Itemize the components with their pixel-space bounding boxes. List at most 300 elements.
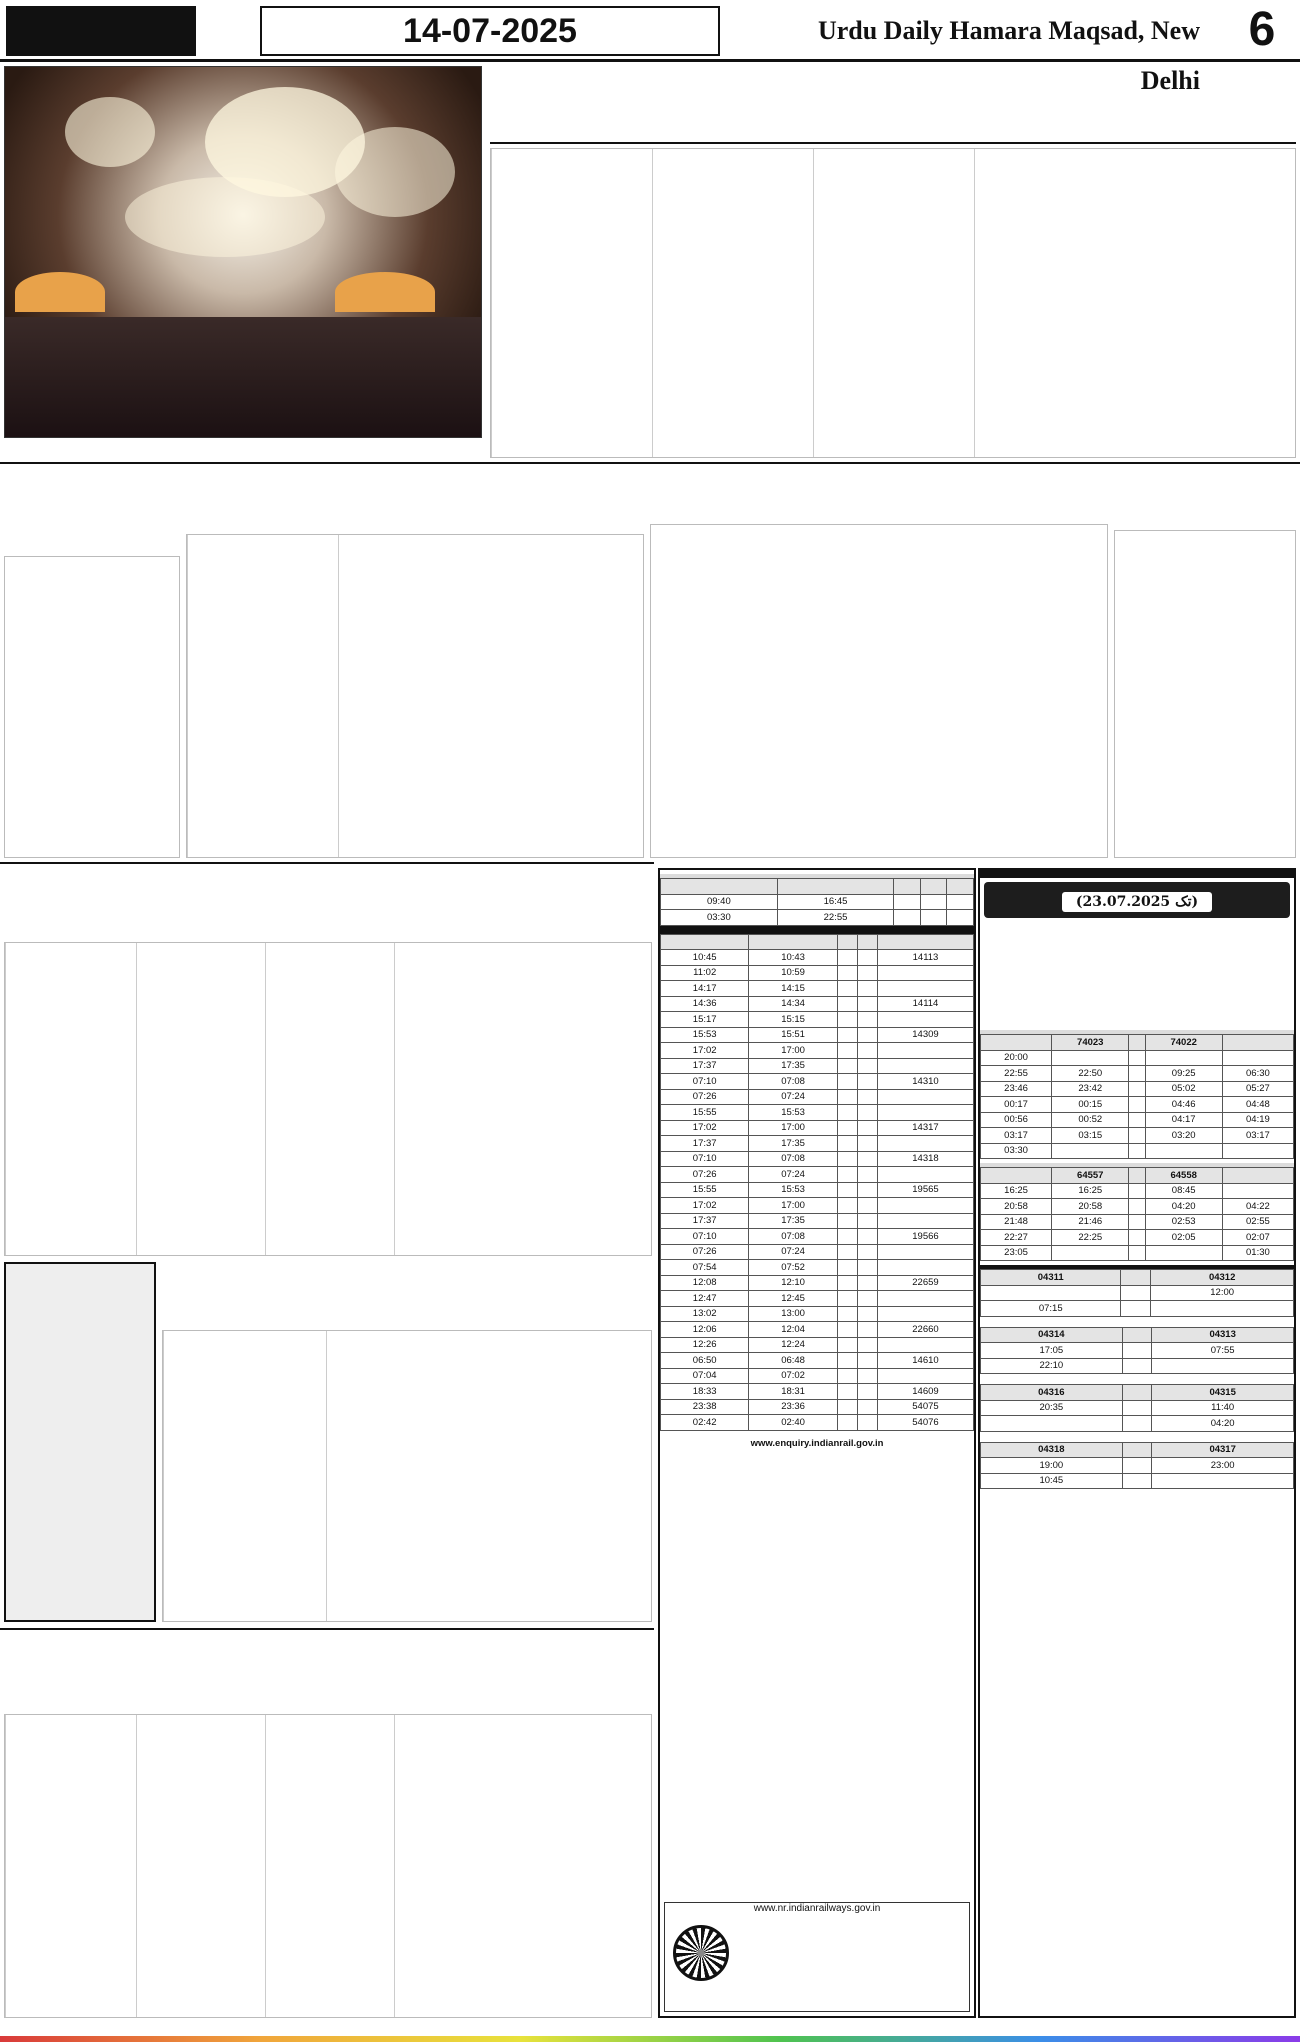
gaza-640-headline (6, 1264, 154, 1272)
table-row (661, 1399, 974, 1415)
table-cell (857, 1368, 877, 1384)
syria-article (4, 1714, 652, 2018)
table-cell: 07:15 (981, 1301, 1121, 1317)
table-cell (857, 1244, 877, 1260)
table-cell: 17:00 (749, 1120, 837, 1136)
table-cell (877, 1043, 973, 1059)
cell: 22:55 (777, 910, 894, 926)
table-row (981, 1245, 1294, 1261)
table-cell: 15:53 (749, 1105, 837, 1121)
table-cell: 15:51 (749, 1027, 837, 1043)
table-cell: 16:25 (981, 1183, 1052, 1199)
table-row (661, 1213, 974, 1229)
table-cell: 22:25 (1052, 1230, 1129, 1246)
table-cell: 13:00 (749, 1306, 837, 1322)
harvard-headline (162, 1262, 652, 1326)
table-cell: 17:37 (661, 1058, 749, 1074)
table-cell (837, 1260, 857, 1276)
lead-article-col-3 (813, 149, 973, 457)
table-cell (837, 1337, 857, 1353)
table-cell: 09:25 (1145, 1066, 1222, 1082)
table-row (661, 1275, 974, 1291)
table-cell: 14310 (877, 1074, 973, 1090)
column-header: 64557 (1052, 1168, 1129, 1184)
table-cell (1145, 1245, 1222, 1261)
table-cell (837, 1012, 857, 1028)
table-cell: 23:05 (981, 1245, 1052, 1261)
table-cell (837, 1182, 857, 1198)
table-cell: 54076 (877, 1415, 973, 1431)
gaza-talks-text (1115, 531, 1295, 857)
table-cell: 07:02 (749, 1368, 837, 1384)
notice-intro (980, 922, 1294, 1030)
sambhal-col-3 (187, 535, 337, 857)
table-cell: 00:15 (1052, 1097, 1129, 1113)
tt-col-4 (877, 934, 973, 950)
table-cell (857, 1275, 877, 1291)
table-cell: 14610 (877, 1353, 973, 1369)
table-cell (857, 1337, 877, 1353)
syria-col-1 (523, 1715, 651, 2017)
table-cell: 18:33 (661, 1384, 749, 1400)
table-row (661, 1105, 974, 1121)
table-row (661, 1043, 974, 1059)
table-cell (837, 1213, 857, 1229)
table-row (661, 996, 974, 1012)
table-cell (1052, 1245, 1129, 1261)
table-cell: 04:48 (1222, 1097, 1293, 1113)
table-cell (837, 1198, 857, 1214)
t413-h4 (947, 879, 974, 895)
harvard-col-1 (489, 1331, 651, 1621)
table-cell: 12:10 (749, 1275, 837, 1291)
table-cell: 07:04 (661, 1368, 749, 1384)
table-cell (877, 981, 973, 997)
syria-col-2 (394, 1715, 522, 2017)
lead-article-col-5 (491, 149, 651, 457)
table-row (661, 1120, 974, 1136)
table-cell: 21:48 (981, 1214, 1052, 1230)
t3-table (980, 1269, 1294, 1317)
table-cell: 20:35 (981, 1400, 1123, 1416)
table-cell (1121, 1285, 1151, 1301)
table-cell: 07:08 (749, 1151, 837, 1167)
table-cell: 10:59 (749, 965, 837, 981)
table-cell (857, 1306, 877, 1322)
table-row (981, 1199, 1294, 1215)
table-cell (877, 1136, 973, 1152)
table-cell: 12:24 (749, 1337, 837, 1353)
table-cell (1151, 1301, 1294, 1317)
cell (920, 910, 947, 926)
table-cell: 04:20 (1152, 1416, 1294, 1432)
table-cell: 04:22 (1222, 1199, 1293, 1215)
table-row (981, 1416, 1294, 1432)
table-cell (1145, 1050, 1222, 1066)
lead-article-col-1 (1135, 149, 1295, 457)
t5-table (980, 1384, 1294, 1432)
table-cell: 06:50 (661, 1353, 749, 1369)
gaza-talks-headline (1114, 468, 1296, 526)
table-cell (1122, 1400, 1152, 1416)
table-cell (837, 1306, 857, 1322)
table-cell: 06:48 (749, 1353, 837, 1369)
table-cell (1129, 1128, 1145, 1144)
table-cell: 15:55 (661, 1182, 749, 1198)
table-cell (857, 1074, 877, 1090)
table-cell (1129, 1183, 1145, 1199)
table-row (661, 1167, 974, 1183)
table-cell: 10:45 (981, 1473, 1123, 1489)
table-cell: 03:20 (1145, 1128, 1222, 1144)
table-cell (857, 1260, 877, 1276)
enquiry-website[interactable]: www.enquiry.indianrail.gov.in (750, 1437, 884, 1449)
table-cell: 13:02 (661, 1306, 749, 1322)
table-cell (837, 996, 857, 1012)
railway-ad-website[interactable]: www.nr.indianrailways.gov.in (753, 1903, 881, 1914)
table-cell (837, 1353, 857, 1369)
column-header: 74022 (1145, 1035, 1222, 1051)
table-cell (857, 1105, 877, 1121)
table-cell: 15:53 (749, 1182, 837, 1198)
gaza-640-text (6, 1272, 154, 1280)
table-cell: 17:02 (661, 1043, 749, 1059)
table-cell: 05:02 (1145, 1081, 1222, 1097)
table-row (661, 1058, 974, 1074)
table-cell: 02:05 (1145, 1230, 1222, 1246)
table-cell (1129, 1066, 1145, 1082)
table-row (661, 1151, 974, 1167)
notice-banner (984, 882, 1290, 918)
table-cell: 12:00 (1151, 1285, 1294, 1301)
column-header (1129, 1035, 1145, 1051)
table-cell: 14609 (877, 1384, 973, 1400)
table-cell (1129, 1214, 1145, 1230)
notice-panel (978, 868, 1296, 2018)
table-cell: 10:45 (661, 950, 749, 966)
table-cell (837, 1167, 857, 1183)
table-cell: 15:15 (749, 1012, 837, 1028)
table-row (981, 1400, 1294, 1416)
table-cell (857, 1415, 877, 1431)
table-cell (837, 1384, 857, 1400)
table-cell (857, 1151, 877, 1167)
table-cell: 08:45 (1145, 1183, 1222, 1199)
column-header: 04311 (981, 1270, 1121, 1286)
table-cell (877, 1058, 973, 1074)
table-cell: 54075 (877, 1399, 973, 1415)
table-cell: 05:27 (1222, 1081, 1293, 1097)
column-header (1122, 1385, 1152, 1401)
sambhal-col-1 (491, 535, 643, 857)
table-cell: 04:19 (1222, 1112, 1293, 1128)
syria-col-3 (265, 1715, 393, 2017)
table-cell (857, 1229, 877, 1245)
cell: 09:40 (661, 894, 778, 910)
table-cell: 22659 (877, 1275, 973, 1291)
table-cell (857, 1027, 877, 1043)
table-cell (837, 1089, 857, 1105)
table-row (661, 950, 974, 966)
table-cell: 01:30 (1222, 1245, 1293, 1261)
table-row (661, 1089, 974, 1105)
table-cell (837, 1415, 857, 1431)
table-cell: 07:26 (661, 1244, 749, 1260)
table-row (981, 1066, 1294, 1082)
table-cell: 02:55 (1222, 1214, 1293, 1230)
t413-h0 (661, 879, 778, 895)
t413-h1 (777, 879, 894, 895)
table-cell (837, 1244, 857, 1260)
sambhal-col-2 (338, 535, 490, 857)
table-cell: 11:02 (661, 965, 749, 981)
table-cell (857, 1012, 877, 1028)
table-row (661, 1384, 974, 1400)
cell (947, 894, 974, 910)
table-cell: 07:26 (661, 1089, 749, 1105)
table-cell (877, 1198, 973, 1214)
cell (894, 894, 921, 910)
table-row (981, 1128, 1294, 1144)
table-cell (877, 1089, 973, 1105)
table-cell: 19565 (877, 1182, 973, 1198)
table-cell: 15:55 (661, 1105, 749, 1121)
table-cell (857, 1089, 877, 1105)
table-cell (1129, 1245, 1145, 1261)
table-cell (1122, 1358, 1152, 1374)
cell (920, 894, 947, 910)
iran-article (4, 556, 180, 858)
column-header: 74023 (1052, 1035, 1129, 1051)
gaza-siege-col-2 (394, 943, 522, 1255)
table-cell: 03:15 (1052, 1128, 1129, 1144)
table-cell: 20:00 (981, 1050, 1052, 1066)
table-cell: 17:35 (749, 1058, 837, 1074)
table-cell: 17:00 (749, 1198, 837, 1214)
table-row (981, 1458, 1294, 1474)
table-cell: 22:10 (981, 1358, 1123, 1374)
table-cell (1129, 1112, 1145, 1128)
train-04413-table (660, 878, 974, 926)
table-cell: 19:00 (981, 1458, 1123, 1474)
column-header (1121, 1270, 1151, 1286)
table-row (981, 1230, 1294, 1246)
table-cell (857, 1058, 877, 1074)
table-cell (877, 1368, 973, 1384)
table-row (981, 1301, 1294, 1317)
table-cell: 15:53 (661, 1027, 749, 1043)
table-cell (837, 950, 857, 966)
masthead (0, 0, 1300, 95)
table-cell: 02:42 (661, 1415, 749, 1431)
russia-ukraine-article (650, 524, 1108, 858)
table-cell (837, 1136, 857, 1152)
t413-h3 (920, 879, 947, 895)
table-cell: 02:53 (1145, 1214, 1222, 1230)
table-cell (857, 1353, 877, 1369)
table-cell (1152, 1358, 1294, 1374)
page-number: 6 (1248, 3, 1276, 56)
table-cell (1222, 1143, 1293, 1159)
table-cell (857, 1167, 877, 1183)
column-header: 04315 (1152, 1385, 1294, 1401)
column-header (1122, 1327, 1152, 1343)
table-cell: 23:00 (1152, 1458, 1294, 1474)
table-cell: 12:47 (661, 1291, 749, 1307)
sambhal-headline (186, 468, 644, 530)
table-row (661, 1322, 974, 1338)
column-header (1222, 1168, 1293, 1184)
table-cell: 17:37 (661, 1213, 749, 1229)
table-cell: 00:52 (1052, 1112, 1129, 1128)
table-cell (837, 1322, 857, 1338)
table-cell: 03:30 (981, 1143, 1052, 1159)
t413-h2 (894, 879, 921, 895)
table-cell (837, 1074, 857, 1090)
table-cell: 03:17 (1222, 1128, 1293, 1144)
table-cell (877, 1337, 973, 1353)
table-row (661, 1337, 974, 1353)
table-cell (857, 1322, 877, 1338)
table-cell (857, 1043, 877, 1059)
sambhal-article (186, 534, 644, 858)
table-cell: 07:08 (749, 1074, 837, 1090)
table-cell: 17:00 (749, 1043, 837, 1059)
table-cell (1052, 1050, 1129, 1066)
harvard-article (162, 1330, 652, 1622)
t2-table (980, 1167, 1294, 1261)
table-cell (857, 950, 877, 966)
gaza-siege-col-4 (136, 943, 264, 1255)
gaza-640-box (4, 1262, 156, 1622)
table-row (661, 894, 974, 910)
column-header (1222, 1035, 1293, 1051)
table-cell: 14318 (877, 1151, 973, 1167)
table-cell: 07:52 (749, 1260, 837, 1276)
table-cell: 21:46 (1052, 1214, 1129, 1230)
notice-banner-date: (23.07.2025 تک) (1062, 892, 1212, 912)
table-cell (877, 1105, 973, 1121)
table-cell: 17:02 (661, 1198, 749, 1214)
harvard-col-2 (326, 1331, 488, 1621)
lead-article (490, 148, 1296, 458)
tt-col-3 (857, 934, 877, 950)
table-row (981, 1285, 1294, 1301)
table-cell (1122, 1416, 1152, 1432)
table-cell: 16:25 (1052, 1183, 1129, 1199)
cell (947, 910, 974, 926)
issue-date: 14-07-2025 (260, 6, 720, 56)
railway-timetable (658, 868, 976, 2018)
notice-title (980, 870, 1294, 878)
column-header: 64558 (1145, 1168, 1222, 1184)
column-header (1129, 1168, 1145, 1184)
table-row (661, 965, 974, 981)
column-header (1122, 1442, 1152, 1458)
table-row (661, 1198, 974, 1214)
table-cell (857, 981, 877, 997)
table-cell (1122, 1458, 1152, 1474)
timetable-section-title (660, 926, 974, 934)
russia-ukraine-headline (650, 468, 1108, 520)
table-cell: 06:30 (1222, 1066, 1293, 1082)
column-header: 04317 (1152, 1442, 1294, 1458)
gaza-siege-article (4, 942, 652, 1256)
table-cell: 14:34 (749, 996, 837, 1012)
table-cell (837, 1291, 857, 1307)
table-cell (877, 1244, 973, 1260)
table-cell: 04:17 (1145, 1112, 1222, 1128)
table-cell: 12:45 (749, 1291, 837, 1307)
table-cell (857, 1182, 877, 1198)
table-cell: 20:58 (1052, 1199, 1129, 1215)
table-cell (877, 1291, 973, 1307)
gaza-siege-col-1 (523, 943, 651, 1255)
cell: 16:45 (777, 894, 894, 910)
t6-table (980, 1442, 1294, 1490)
table-cell: 17:35 (749, 1213, 837, 1229)
table-cell: 00:56 (981, 1112, 1052, 1128)
photo-caption (4, 440, 482, 456)
table-cell (877, 1306, 973, 1322)
table-cell: 14:36 (661, 996, 749, 1012)
table-row (661, 1074, 974, 1090)
timetable-grid (660, 934, 974, 1431)
railway-logo-icon (673, 1925, 729, 1981)
table-cell (877, 1260, 973, 1276)
table-row (661, 1291, 974, 1307)
table-cell (857, 1384, 877, 1400)
table-cell: 17:05 (981, 1343, 1123, 1359)
railway-ad (664, 1902, 970, 2012)
column-header: 04312 (1151, 1270, 1294, 1286)
table-cell: 23:38 (661, 1399, 749, 1415)
table-cell (857, 1291, 877, 1307)
lead-article-col-4 (652, 149, 812, 457)
table-cell: 04:20 (1145, 1199, 1222, 1215)
table-cell (1129, 1230, 1145, 1246)
table-cell (1145, 1143, 1222, 1159)
table-cell: 17:37 (661, 1136, 749, 1152)
table-cell (1152, 1473, 1294, 1489)
table-cell (837, 1105, 857, 1121)
table-cell: 07:24 (749, 1089, 837, 1105)
table-cell: 14114 (877, 996, 973, 1012)
table-cell: 12:06 (661, 1322, 749, 1338)
table-cell: 02:40 (749, 1415, 837, 1431)
iran-text (5, 557, 179, 857)
table-cell: 14317 (877, 1120, 973, 1136)
table-cell (837, 1229, 857, 1245)
table-cell: 14:17 (661, 981, 749, 997)
table-cell: 22660 (877, 1322, 973, 1338)
table-cell (857, 1213, 877, 1229)
table-row (981, 1081, 1294, 1097)
lead-article-col-2 (974, 149, 1134, 457)
table-row (661, 1244, 974, 1260)
table-cell: 23:36 (749, 1399, 837, 1415)
table-row (661, 1182, 974, 1198)
table-cell (857, 996, 877, 1012)
table-row (661, 1012, 974, 1028)
column-header (981, 1035, 1052, 1051)
table-cell (981, 1416, 1123, 1432)
table-cell: 07:10 (661, 1229, 749, 1245)
table-cell (1122, 1473, 1152, 1489)
table-cell: 02:07 (1222, 1230, 1293, 1246)
table-row (981, 1112, 1294, 1128)
table-cell: 22:50 (1052, 1066, 1129, 1082)
